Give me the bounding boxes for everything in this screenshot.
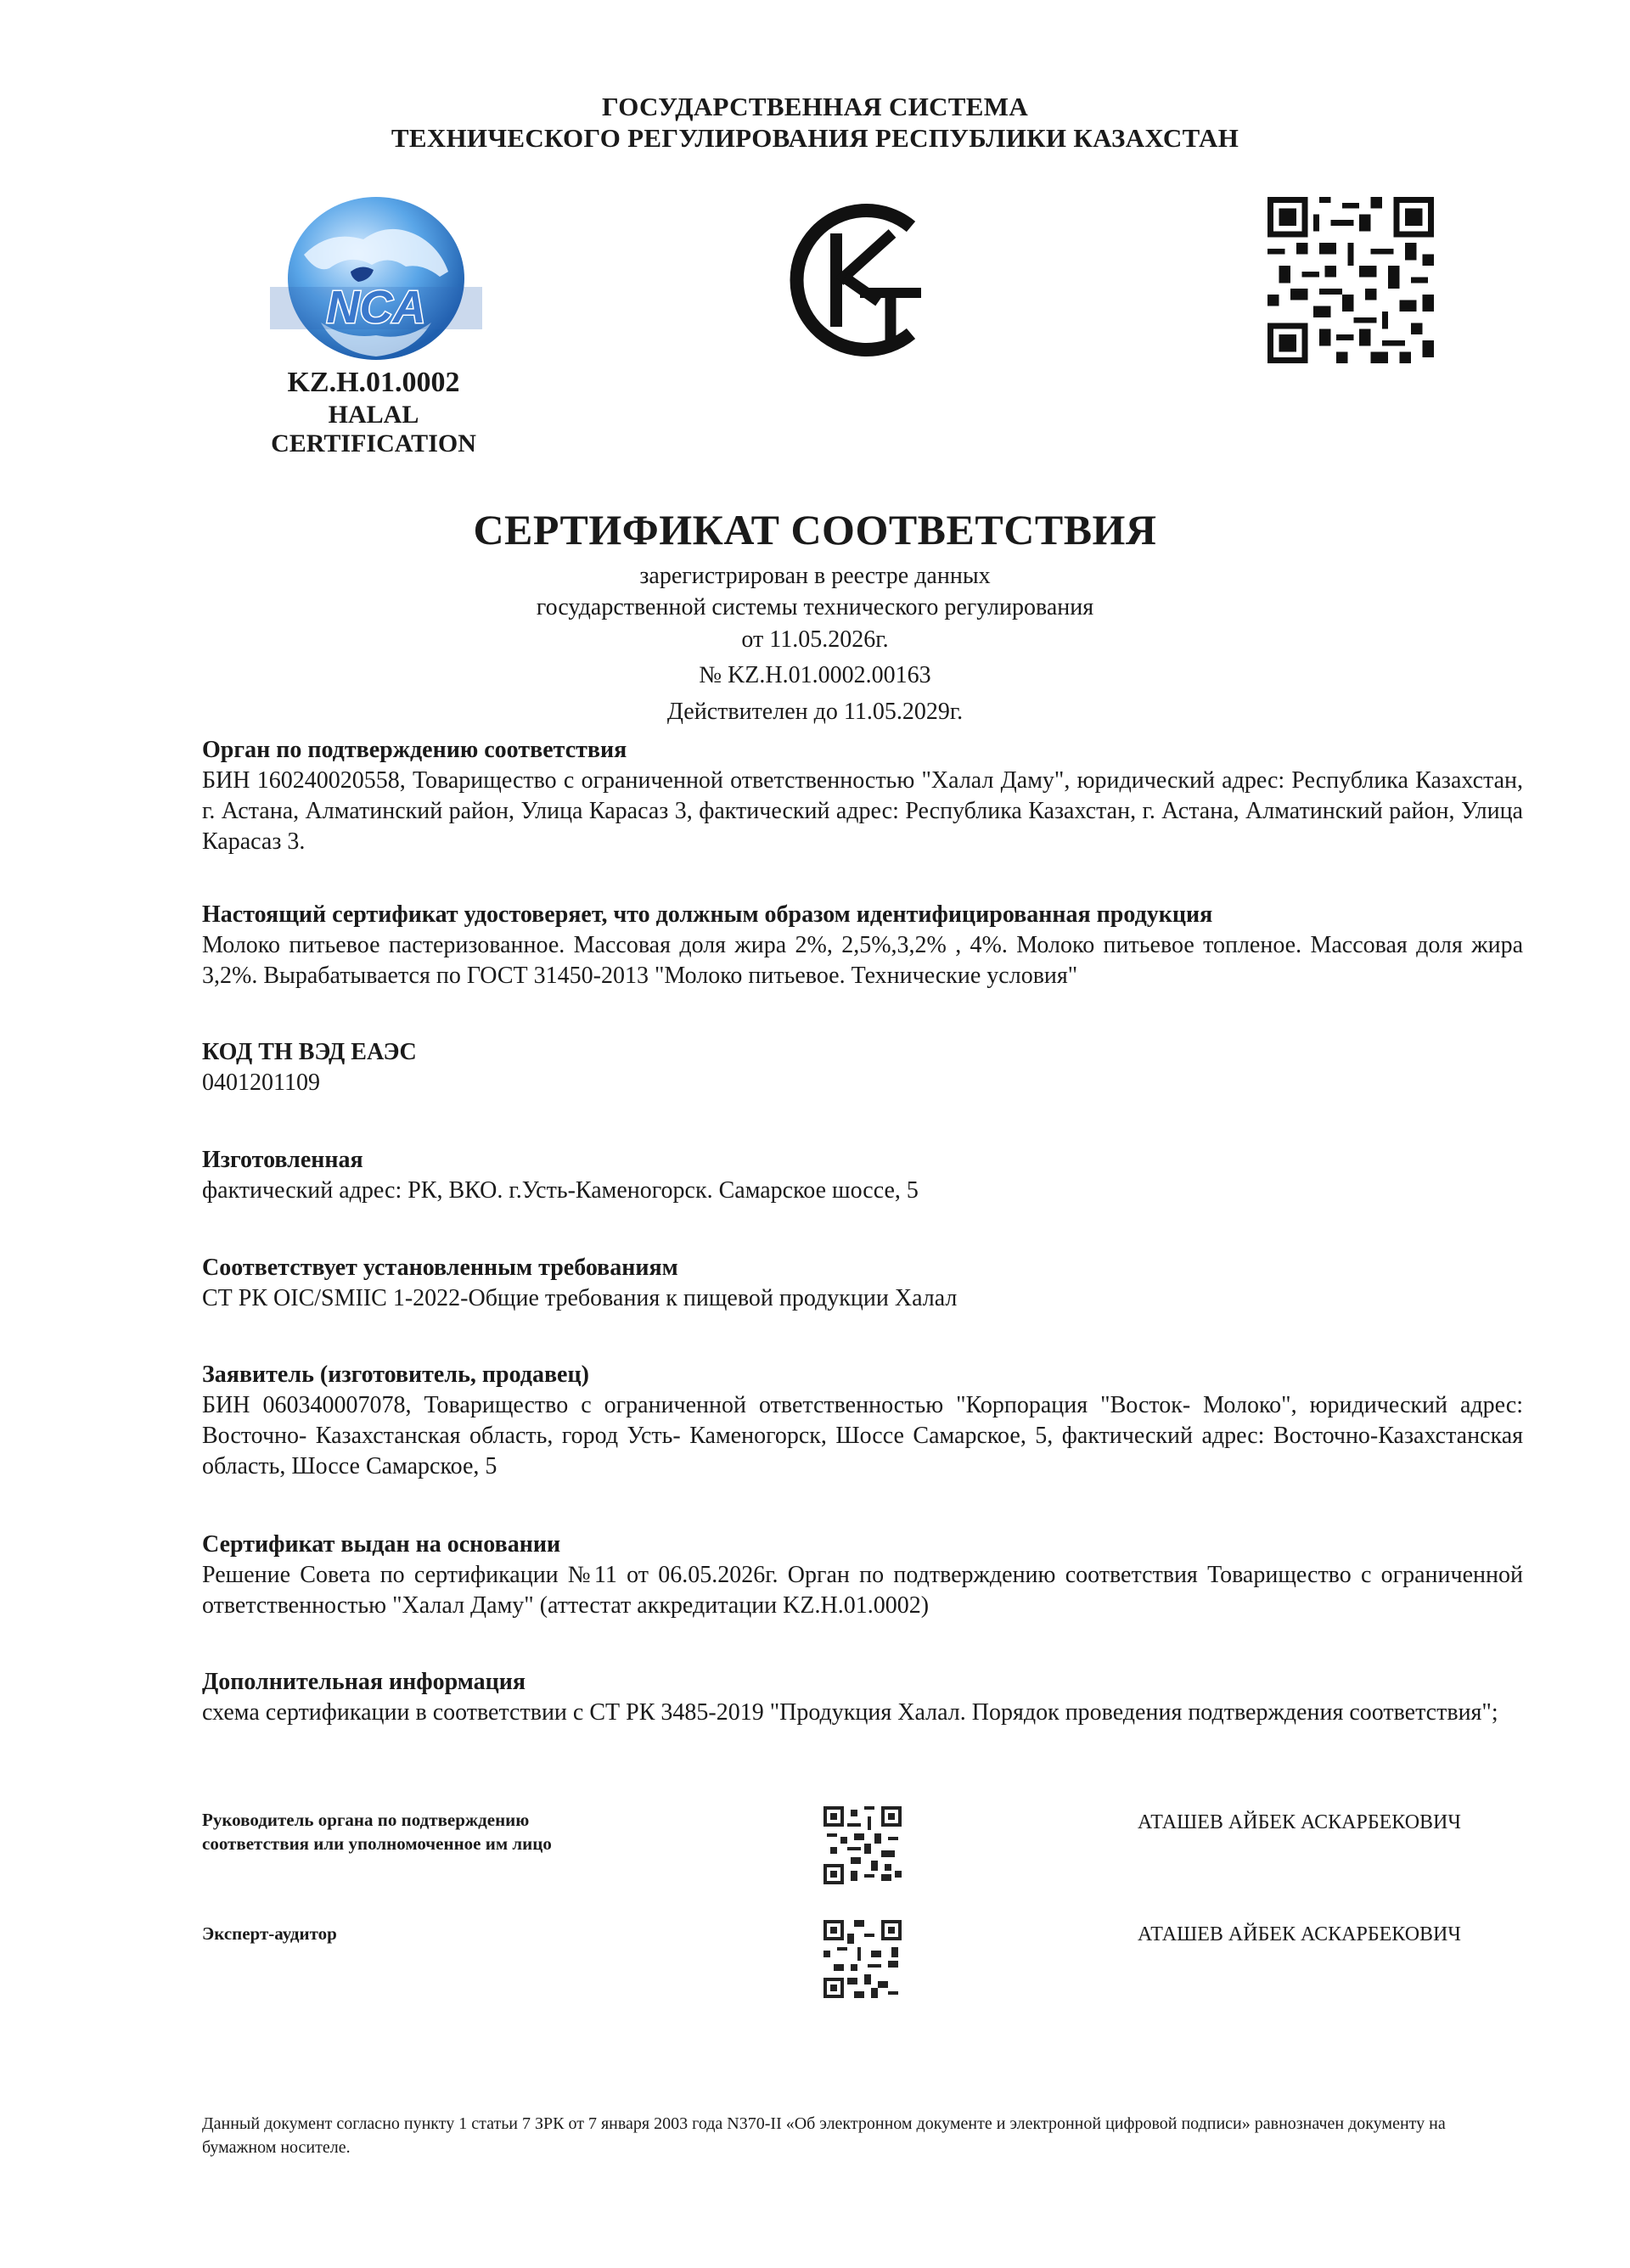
certificate-number: № KZ.H.01.0002.00163: [699, 662, 931, 688]
section-conformity-body: [202, 735, 1523, 857]
header-line-2: ТЕХНИЧЕСКОГО РЕГУЛИРОВАНИЯ РЕСПУБЛИКИ КАЗАХСТАН: [391, 123, 1239, 153]
certificate-title: СЕРТИФИКАТ СООТВЕТСТВИЯ: [473, 506, 1157, 553]
section-body: СТ РК OIC/SMIIC 1-2022-Общие требования к пищевой продукции Халал: [202, 1285, 958, 1311]
section-heading: Дополнительная информация: [202, 1669, 526, 1695]
certificate-qr-code: [1267, 197, 1434, 363]
registry-line-2: государственной системы технического регулирования: [536, 594, 1094, 620]
section-body: Молоко питьевое пастеризованное. Массовая доля жира 2%, 2,5%,3,2% , 4%. Молоко питьевое топленое. Массовая доля жира 3,2%. Вырабатывается по ГОСТ 31450-2013 "Молоко питьевое. Технические условия": [202, 932, 1523, 989]
section-body: 0401201109: [202, 1069, 320, 1096]
section-manufactured: [202, 1145, 1523, 1206]
section-heading: Изготовленная: [202, 1147, 363, 1173]
section-tn-ved-code: [202, 1037, 1523, 1098]
signatory-auditor-name: АТАШЕВ АЙБЕК АСКАРБЕКОВИЧ: [1138, 1923, 1461, 1945]
section-heading: Орган по подтверждению соответствия: [202, 737, 627, 763]
section-heading: Заявитель (изготовитель, продавец): [202, 1361, 589, 1388]
section-body: БИН 060340007078, Товарищество с ограниченной ответственностью "Корпорация "Восток- Молоко", юридический адрес: Восточно- Казахстанская область, город Усть- Каменогорск, Шоссе Самарское, 5, фактический адрес: Восточно-Казахстанская область, Шоссе Самарское, 5: [202, 1392, 1523, 1479]
section-requirements: [202, 1253, 1523, 1314]
validity-date: Действителен до 11.05.2029г.: [666, 699, 964, 725]
registry-line-1: зарегистрирован в реестре данных: [639, 563, 991, 589]
section-applicant: [202, 1360, 1523, 1482]
section-body: схема сертификации в соответствии с СТ РК 3485-2019 "Продукция Халал. Порядок проведения подтверждения соответствия";: [202, 1699, 1498, 1726]
signatory-auditor-label: Эксперт-аудитор: [202, 1923, 337, 1944]
signature-qr-code: [823, 1806, 902, 1884]
section-body: БИН 160240020558, Товарищество с ограниченной ответственностью "Халал Даму", юридический адрес: Республика Казахстан, г. Астана, Алматинский район, Улица Карасаз 3, фактический адрес: Республика Казахстан, г. Астана, Алматинский район, Улица Карасаз 3.: [202, 767, 1523, 855]
section-body: фактический адрес: РК, ВКО. г.Усть-Каменогорск. Самарское шоссе, 5: [202, 1177, 919, 1204]
nca-logo-brand: NCA: [326, 282, 426, 333]
certification-caption: CERTIFICATION: [271, 429, 476, 458]
registration-date: от 11.05.2026г.: [741, 626, 889, 653]
signatory-head-name: АТАШЕВ АЙБЕК АСКАРБЕКОВИЧ: [1138, 1811, 1461, 1833]
halal-caption: HALAL: [328, 401, 419, 429]
section-heading: Сертификат выдан на основании: [202, 1531, 561, 1558]
nca-globe-logo: [270, 195, 482, 365]
section-body: Решение Совета по сертификации №11 от 06.05.2026г. Орган по подтверждению соответствия Товарищество с ограниченной ответственностью "Халал Даму" (аттестат аккредитации KZ.H.01.0002): [202, 1562, 1523, 1619]
accreditation-code: KZ.H.01.0002: [287, 367, 460, 398]
kt-conformity-mark: [784, 199, 936, 361]
section-additional-info: [202, 1667, 1523, 1728]
legal-footer-note: Данный документ согласно пункту 1 статьи 7 ЗРК от 7 января 2003 года N370-II «Об электронном документе и электронной цифровой подписи» равнозначен документу на бумажном носителе.: [202, 2114, 1446, 2157]
section-heading: Соответствует установленным требованиям: [202, 1255, 678, 1281]
signature-qr-code: [823, 1920, 902, 1998]
section-issued-basis: [202, 1530, 1523, 1621]
section-heading: КОД ТН ВЭД ЕАЭС: [202, 1039, 417, 1065]
section-product: [202, 900, 1523, 991]
header-line-1: ГОСУДАРСТВЕННАЯ СИСТЕМА: [601, 92, 1029, 121]
signatory-head-label: Руководитель органа по подтверждению соответствия или уполномоченное им лицо: [202, 1810, 552, 1854]
section-heading: Настоящий сертификат удостоверяет, что должным образом идентифицированная продукция: [202, 901, 1213, 928]
